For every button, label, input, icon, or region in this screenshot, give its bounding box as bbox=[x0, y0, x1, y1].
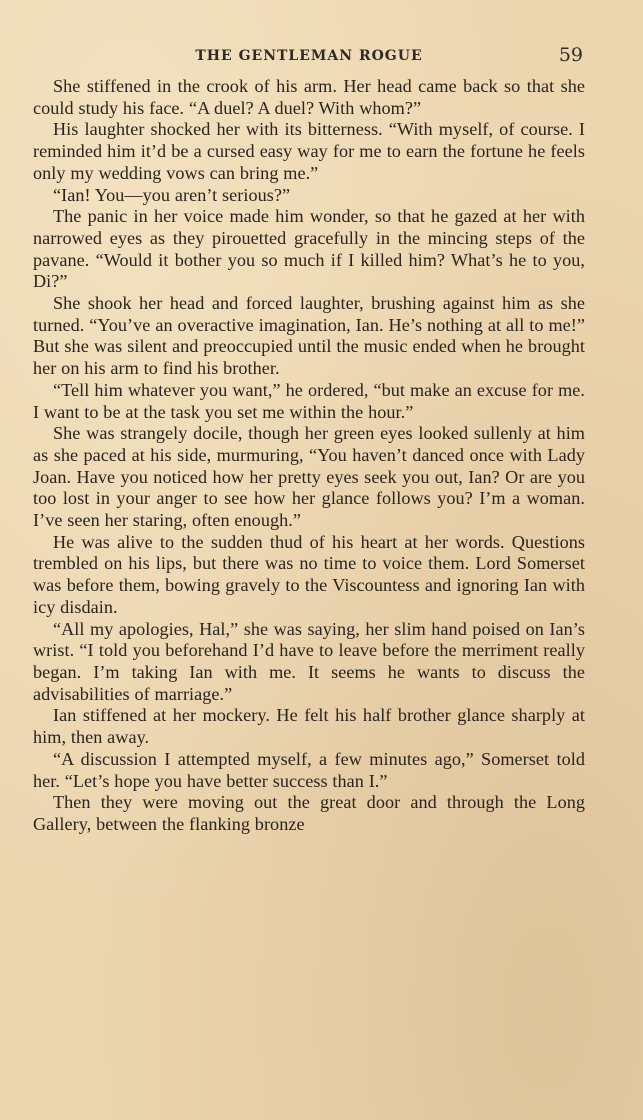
paragraph: Ian stiffened at her mockery. He felt his half brother glance sharply at him, then away. bbox=[33, 705, 585, 748]
running-head bbox=[33, 44, 585, 70]
paragraph: He was alive to the sudden thud of his heart at her words. Questions trembled on his lips, but there was no time to voice them. Lord Somerset was before them, bowing gravely to the Viscountess and ignoring Ian with icy disdain. bbox=[33, 531, 585, 617]
body-text bbox=[33, 76, 585, 836]
paragraph: “Ian! You—you aren’t serious?” bbox=[53, 184, 291, 205]
paragraph: She stiffened in the crook of his arm. Her head came back so that she could study his face. “A duel? A duel? With whom?” bbox=[33, 76, 585, 118]
paragraph: “Tell him whatever you want,” he ordered, “but make an excuse for me. I want to be at the task you set me within the hour.” bbox=[33, 379, 585, 422]
paragraph: “All my apologies, Hal,” she was saying, her slim hand poised on Ian’s wrist. “I told you beforehand I’d have to leave before the merriment really began. I’m taking Ian with me. It seems he wants to discuss the advisabilities of marriage.” bbox=[33, 618, 585, 704]
running-title: THE GENTLEMAN ROGUE bbox=[195, 48, 423, 64]
paragraph: She shook her head and forced laughter, brushing against him as she turned. “You’ve an overactive imagination, Ian. He’s nothing at all to me!” But she was silent and preoccupied until the music ended when he brought her on his arm to find his brother. bbox=[33, 293, 585, 379]
paragraph: His laughter shocked her with its bitterness. “With myself, of course. I reminded him it’d be a cursed easy way for me to earn the fortune he feels only my wedding vows can bring me.” bbox=[33, 119, 585, 183]
paragraph: Then they were moving out the great door and through the Long Gallery, between the flanking bronze bbox=[33, 792, 585, 834]
page-number: 59 bbox=[558, 44, 583, 66]
paragraph: She was strangely docile, though her green eyes looked sullenly at him as she paced at his side, murmuring, “You haven’t danced once with Lady Joan. Have you noticed how her pretty eyes seek you out, Ian? Or are you too lost in your anger to see how her glance follows you? I’m a woman. I’ve seen her staring, often enough.” bbox=[33, 423, 585, 531]
paragraph: “A discussion I attempted myself, a few minutes ago,” Somerset told her. “Let’s hope you have better success than I.” bbox=[33, 748, 585, 791]
paragraph: The panic in her voice made him wonder, so that he gazed at her with narrowed eyes as they pirouetted gracefully in the mincing steps of the pavane. “Would it bother you so much if I killed him? What’s he to you, Di?” bbox=[33, 206, 585, 292]
